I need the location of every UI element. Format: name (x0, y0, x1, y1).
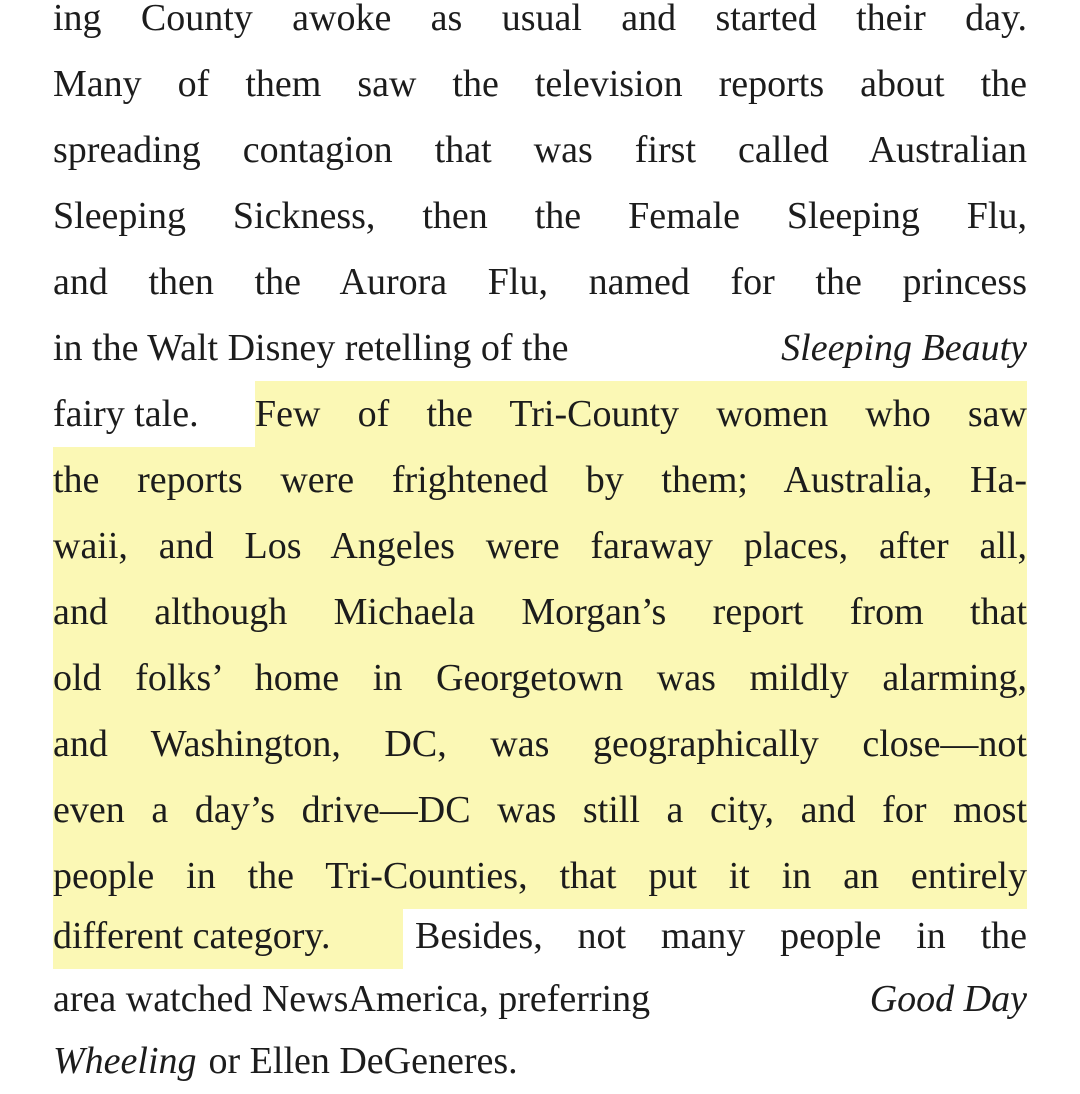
highlight-segment: and although Michaela Morgan’s report from that (53, 591, 1027, 633)
text-line-4 (53, 183, 1027, 249)
text-segment: Many of them saw the television reports about the (53, 63, 1027, 105)
text-segment: Sleeping Sickness, then the Female Sleeping Flu, (53, 195, 1027, 237)
highlight-segment: old folks’ home in Georgetown was mildly alarming, (53, 657, 1027, 699)
text-line-11 (53, 645, 1027, 711)
highlight-segment: and Washington, DC, was geographically close—not (53, 723, 1027, 765)
highlight-segment: Few of the Tri-County women who saw (255, 393, 1027, 435)
highlight-segment: different category. (53, 915, 331, 957)
text-line-3 (53, 117, 1027, 183)
text-line-8 (53, 447, 1027, 513)
text-line-2 (53, 51, 1027, 117)
text-segment: and then the Aurora Flu, named for the princess (53, 261, 1027, 303)
highlighted-text (53, 903, 403, 969)
text-segment: fairy tale. (53, 393, 199, 435)
highlighted-text (255, 381, 1027, 447)
show-title-italic: Good Day (869, 978, 1027, 1020)
highlight-segment: even a day’s drive—DC was still a city, and for most (53, 789, 1027, 831)
highlight-segment: waii, and Los Angeles were faraway places, after all, (53, 525, 1027, 567)
show-title-italic: Wheeling (53, 1040, 197, 1082)
text-segment: Besides, not many people in the (415, 915, 1027, 957)
text-line-5 (53, 249, 1027, 315)
text-line-15 (53, 903, 1027, 969)
text-line-17 (53, 1028, 1027, 1094)
book-title-italic: Sleeping Beauty (781, 327, 1027, 369)
text-line-9 (53, 513, 1027, 579)
text-line-7 (53, 381, 1027, 447)
text-line-12 (53, 711, 1027, 777)
text-line-6 (53, 315, 1027, 381)
text-line-13 (53, 777, 1027, 843)
text-segment: spreading contagion that was first called Australian (53, 129, 1027, 171)
text-segment: ing County awoke as usual and started their day. (53, 0, 1027, 39)
highlight-segment: people in the Tri-Counties, that put it in an entirely (53, 855, 1027, 897)
text-segment: in the Walt Disney retelling of the (53, 327, 569, 369)
text-line-1 (53, 0, 1027, 51)
text-segment: or Ellen DeGeneres. (208, 1040, 518, 1082)
text-line-10 (53, 579, 1027, 645)
text-line-16 (53, 966, 1027, 1032)
text-segment: area watched NewsAmerica, preferring (53, 978, 651, 1020)
highlight-segment: the reports were frightened by them; Australia, Ha- (53, 459, 1027, 501)
text-line-14 (53, 843, 1027, 909)
